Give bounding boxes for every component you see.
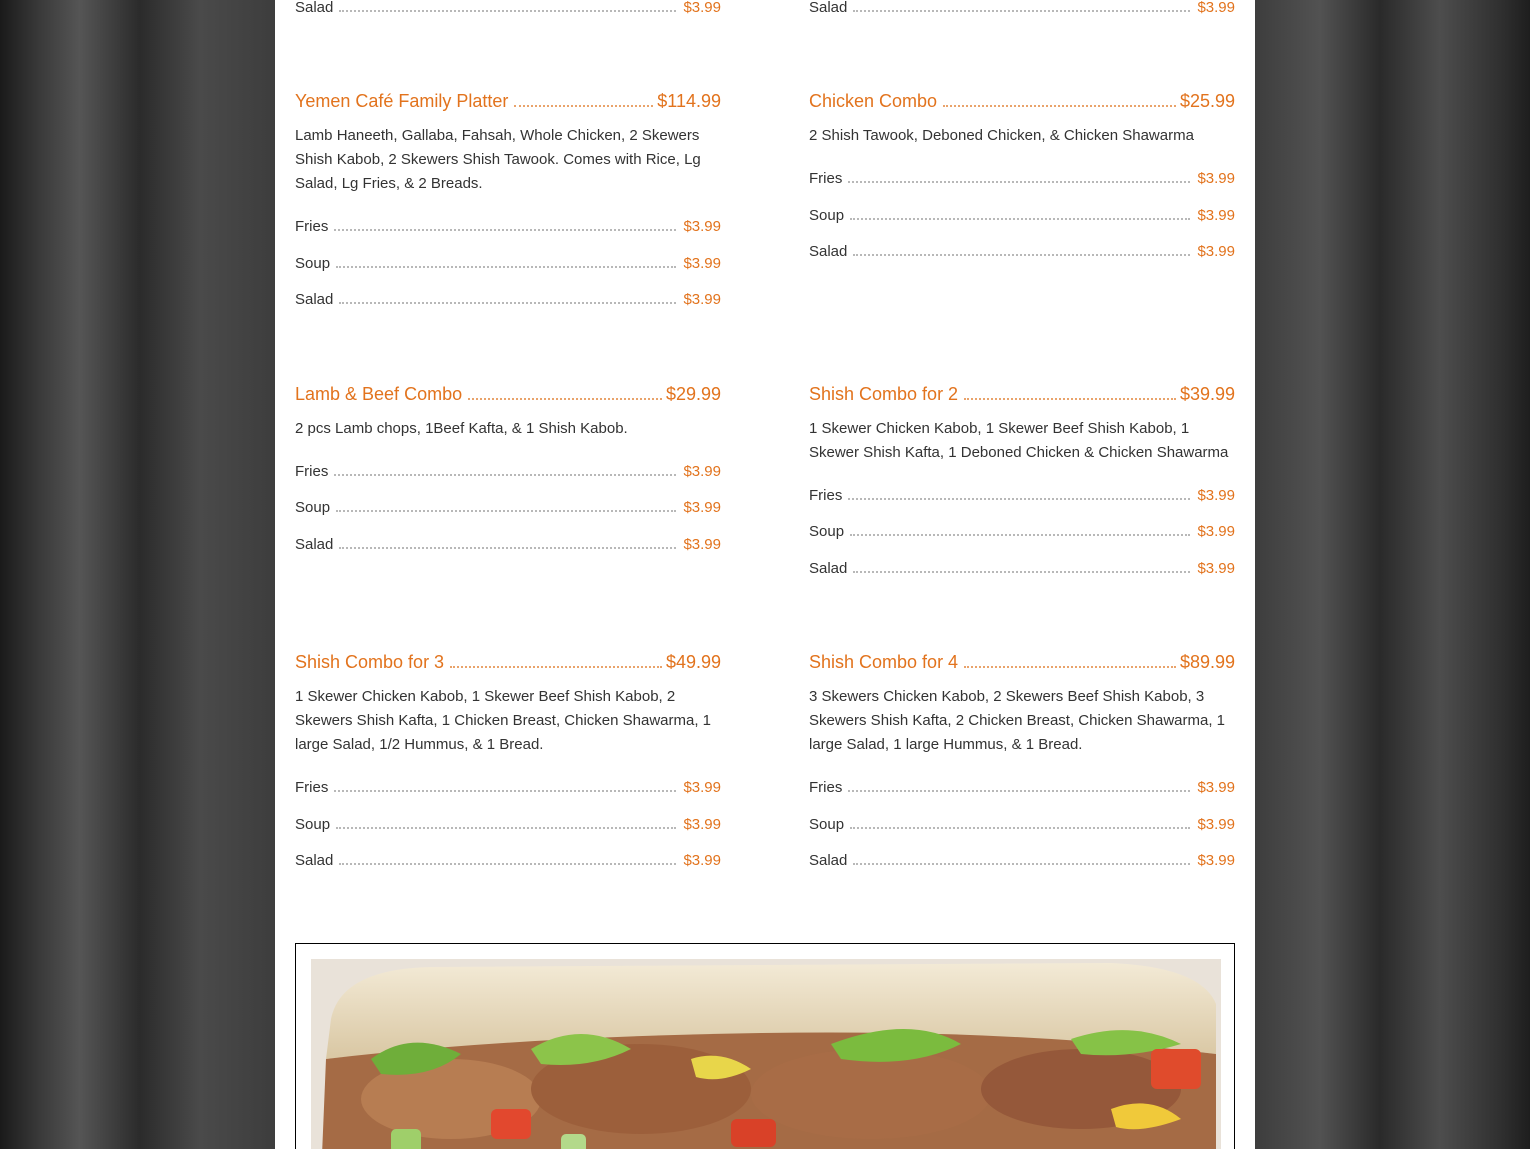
addon-row-salad	[295, 535, 721, 555]
addon-label: Soup	[809, 523, 845, 540]
addon-label: Salad	[809, 560, 848, 577]
addon-row-soup	[809, 522, 1235, 542]
addon-row-salad	[809, 559, 1235, 579]
addon-label: Salad	[295, 536, 334, 553]
addon-price: $3.99	[1197, 207, 1235, 224]
section-title: Shish Combo for 3	[295, 652, 445, 672]
addon-price: $3.99	[683, 536, 721, 553]
addon-label: Fries	[809, 779, 843, 796]
addon-row-soup	[295, 815, 721, 835]
section-description: 1 Skewer Chicken Kabob, 1 Skewer Beef Shish Kabob, 2 Skewers Shish Kafta, 1 Chicken Breast, Chicken Shawarma, 1 large Salad, 1/2 Hummus, & 1 Bread.	[295, 688, 712, 753]
addon-row-soup	[809, 815, 1235, 835]
section-price: $39.99	[1179, 384, 1235, 404]
addon-row-salad	[295, 290, 721, 310]
addon-row-fries	[295, 778, 721, 798]
addon-label: Fries	[809, 170, 843, 187]
addon-label: Soup	[295, 255, 331, 272]
addon-row-fries	[809, 486, 1235, 506]
addon-label: Fries	[295, 779, 329, 796]
addon-price: $3.99	[683, 255, 721, 272]
section-price: $89.99	[1179, 652, 1235, 672]
addon-price: $3.99	[683, 291, 721, 308]
addon-label: Salad	[295, 852, 334, 869]
dot-leader	[848, 790, 1190, 792]
section-title: Shish Combo for 4	[809, 652, 959, 672]
addon-price: $3.99	[1197, 170, 1235, 187]
food-photo-frame	[295, 943, 1235, 1149]
dot-leader	[450, 666, 662, 668]
addon-row-salad	[809, 242, 1235, 262]
section-price: $114.99	[657, 91, 721, 111]
addon-label: Salad	[809, 852, 848, 869]
addon-row-salad	[809, 851, 1235, 871]
dot-leader	[468, 398, 662, 400]
addon-price: $3.99	[683, 218, 721, 235]
addon-price: $3.99	[683, 816, 721, 833]
addon-label: Salad	[809, 0, 848, 16]
section-description: 1 Skewer Chicken Kabob, 1 Skewer Beef Shish Kabob, 1 Skewer Shish Kafta, 1 Deboned Chicken & Chicken Shawarma	[809, 420, 1229, 461]
dot-leader	[514, 105, 653, 107]
addon-row-salad	[295, 0, 721, 18]
dot-leader	[853, 254, 1190, 256]
addon-row-fries	[295, 217, 721, 237]
dot-leader	[334, 474, 676, 476]
dot-leader	[848, 498, 1190, 500]
addon-price: $3.99	[683, 0, 721, 16]
addon-label: Fries	[809, 487, 843, 504]
dot-leader	[339, 302, 676, 304]
addon-price: $3.99	[1197, 852, 1235, 869]
addon-price: $3.99	[1197, 816, 1235, 833]
dot-leader	[943, 105, 1176, 107]
addon-row-soup	[295, 498, 721, 518]
section-header	[809, 381, 1235, 407]
dot-leader	[334, 790, 676, 792]
section-header	[809, 649, 1235, 675]
section-description: 3 Skewers Chicken Kabob, 2 Skewers Beef Shish Kabob, 3 Skewers Shish Kafta, 2 Chicken Breast, Chicken Shawarma, 1 large Salad, 1 large Hummus, & 1 Bread.	[809, 688, 1226, 753]
dot-leader	[336, 266, 676, 268]
section-header	[809, 88, 1235, 114]
section-description: 2 Shish Tawook, Deboned Chicken, & Chicken Shawarma	[809, 127, 1194, 144]
addon-label: Soup	[809, 207, 845, 224]
menu-page	[275, 0, 1255, 1149]
addon-price: $3.99	[683, 499, 721, 516]
dot-leader	[853, 571, 1190, 573]
addon-row-salad	[295, 851, 721, 871]
addon-price: $3.99	[1197, 243, 1235, 260]
addon-label: Salad	[809, 243, 848, 260]
dot-leader	[334, 229, 676, 231]
section-description: Lamb Haneeth, Gallaba, Fahsah, Whole Chicken, 2 Skewers Shish Kabob, 2 Skewers Shish Tawook. Comes with Rice, Lg Salad, Lg Fries, & 2 Breads.	[295, 127, 701, 192]
dot-leader	[853, 863, 1190, 865]
section-description: 2 pcs Lamb chops, 1Beef Kafta, & 1 Shish Kabob.	[295, 420, 628, 437]
dot-leader	[850, 218, 1190, 220]
addon-label: Soup	[295, 816, 331, 833]
addon-price: $3.99	[1197, 779, 1235, 796]
addon-price: $3.99	[683, 779, 721, 796]
section-title: Yemen Café Family Platter	[295, 91, 509, 111]
addon-row-fries	[295, 462, 721, 482]
dot-leader	[336, 827, 676, 829]
section-header	[295, 88, 721, 114]
addon-label: Salad	[295, 0, 334, 16]
addon-row-fries	[809, 778, 1235, 798]
addon-label: Soup	[295, 499, 331, 516]
dot-leader	[339, 863, 676, 865]
addon-price: $3.99	[683, 463, 721, 480]
addon-label: Fries	[295, 463, 329, 480]
dot-leader	[964, 398, 1176, 400]
section-title: Chicken Combo	[809, 91, 938, 111]
section-price: $25.99	[1179, 91, 1235, 111]
addon-price: $3.99	[1197, 0, 1235, 16]
section-title: Lamb & Beef Combo	[295, 384, 463, 404]
addon-price: $3.99	[683, 852, 721, 869]
addon-row-fries	[809, 169, 1235, 189]
dot-leader	[853, 10, 1190, 12]
dot-leader	[964, 666, 1176, 668]
dot-leader	[336, 510, 676, 512]
dot-leader	[850, 827, 1190, 829]
addon-price: $3.99	[1197, 523, 1235, 540]
addon-row-soup	[809, 206, 1235, 226]
section-header	[295, 381, 721, 407]
addon-row-salad	[809, 0, 1235, 18]
dot-leader	[339, 10, 676, 12]
section-header	[295, 649, 721, 675]
sandwich-illustration	[311, 959, 1221, 1149]
addon-label: Soup	[809, 816, 845, 833]
addon-price: $3.99	[1197, 487, 1235, 504]
addon-price: $3.99	[1197, 560, 1235, 577]
dot-leader	[339, 547, 676, 549]
addon-label: Salad	[295, 291, 334, 308]
addon-label: Fries	[295, 218, 329, 235]
sandwich-photo	[311, 959, 1221, 1149]
dot-leader	[848, 181, 1190, 183]
dot-leader	[850, 534, 1190, 536]
addon-row-soup	[295, 254, 721, 274]
section-price: $49.99	[665, 652, 721, 672]
section-price: $29.99	[665, 384, 721, 404]
section-title: Shish Combo for 2	[809, 384, 959, 404]
